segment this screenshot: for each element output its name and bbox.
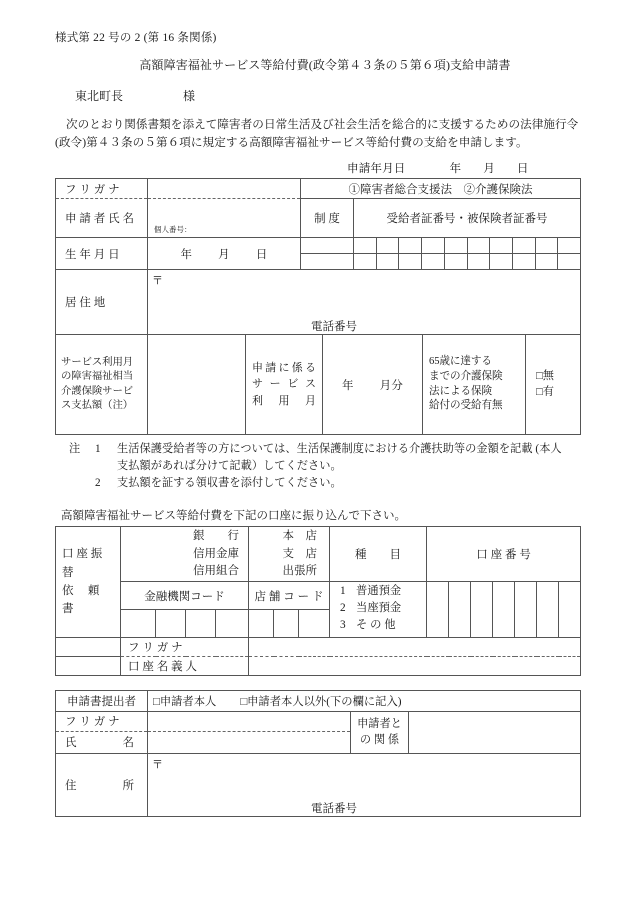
applicant-name-input-cell[interactable] xyxy=(148,199,301,238)
branch-code-box-3[interactable] xyxy=(299,609,330,637)
document-title: 高額障害福祉サービス等給付費(政令第４３条の５第６項)支給申請書 xyxy=(139,58,511,73)
submitter-address-label: 住 所 xyxy=(65,779,134,792)
age65-label-line1: 65歳に達する xyxy=(429,356,492,368)
account-holder-label-cell xyxy=(121,656,249,675)
branch-code-box-2[interactable] xyxy=(274,609,299,637)
relation-label-line2: の 関 係 xyxy=(359,734,400,747)
account-holder-input-cell[interactable] xyxy=(249,656,581,675)
table-row xyxy=(56,582,581,610)
checkbox-self[interactable]: □申請者本人 xyxy=(153,695,217,708)
applicant-name-label-cell xyxy=(56,199,148,238)
note-number: 2 xyxy=(95,476,101,489)
branch-types xyxy=(249,527,329,581)
age65-label-cell xyxy=(423,335,526,435)
application-date-line xyxy=(55,160,585,176)
table-row xyxy=(56,335,581,435)
institution-types xyxy=(121,527,248,581)
service-month-year: 年 xyxy=(341,379,354,392)
submitter-label: 申請書提出者 xyxy=(67,695,136,708)
account-number-cell-2[interactable] xyxy=(449,582,471,637)
account-number-cell-5[interactable] xyxy=(515,582,537,637)
table-row xyxy=(56,238,581,254)
cert-number-box-1[interactable] xyxy=(354,238,376,253)
branch-code-label: 店 舗 コ ー ド xyxy=(254,590,324,603)
note-item xyxy=(69,441,585,458)
application-service-month-label xyxy=(246,358,322,412)
cert-number-grid-row1[interactable] xyxy=(354,238,581,254)
submitter-name-label: 氏 名 xyxy=(65,737,134,750)
applicant-info-table xyxy=(55,178,581,335)
applicant-name-label: 申 請 者 氏 名 xyxy=(65,213,134,226)
table-row xyxy=(56,637,581,656)
account-number-cell-3[interactable] xyxy=(471,582,493,637)
birth-date-hint xyxy=(148,246,300,262)
application-service-month-line2: サ ー ビ ス xyxy=(252,378,316,391)
seido-label: 制 度 xyxy=(314,213,340,226)
application-service-month-label-cell xyxy=(246,335,323,435)
submitter-telephone-label: 電話番号 xyxy=(311,802,358,815)
cert-number-box-10[interactable] xyxy=(557,238,580,253)
submitter-postal-mark: 〒 xyxy=(152,758,163,771)
age65-check-cell[interactable] xyxy=(526,335,581,435)
institution-type-2[interactable]: 信用金庫 xyxy=(193,547,239,560)
law-header-label: ①障害者総合支援法 ②介護保険法 xyxy=(348,183,533,196)
kind-option-1[interactable] xyxy=(340,583,426,600)
kind-option-label: 当座預金 xyxy=(356,602,402,615)
cert-number-box-2[interactable] xyxy=(376,254,399,269)
branch-code-box-1[interactable] xyxy=(249,609,274,637)
residence-label-cell xyxy=(56,270,148,335)
birth-label: 生 年 月 日 xyxy=(65,248,120,261)
submitter-label-cell xyxy=(56,690,148,711)
birth-day-label: 日 xyxy=(255,248,268,261)
birth-label-cell xyxy=(56,238,148,270)
koza-furikae-label xyxy=(56,543,120,621)
cert-number-box-8[interactable] xyxy=(512,238,535,253)
branch-type-3[interactable]: 出張所 xyxy=(282,564,318,577)
cert-number-grid-row2[interactable] xyxy=(354,254,581,270)
birth-input-cell[interactable] xyxy=(148,238,301,270)
account-furigana-label: フ リ ガ ナ xyxy=(128,641,183,654)
seido-label-cell xyxy=(301,199,354,238)
addressee xyxy=(55,87,585,104)
table-row xyxy=(56,753,581,816)
note-number: 1 xyxy=(95,443,101,456)
submitter-table xyxy=(55,690,581,817)
seido-input-cell-row2[interactable] xyxy=(301,254,354,270)
bank-transfer-lead: 高額障害福祉サービス等給付費を下記の口座に振り込んで下さい。 xyxy=(61,510,406,523)
cert-number-box-3[interactable] xyxy=(398,254,421,269)
table-row xyxy=(56,199,581,238)
submitter-address-input-cell[interactable] xyxy=(148,753,581,816)
application-date-year: 年 xyxy=(449,162,462,176)
form-code: 様式第 22 号の 2 (第 16 条関係) xyxy=(55,32,217,44)
kind-option-3[interactable] xyxy=(340,617,426,634)
cert-number-box-4[interactable] xyxy=(421,254,444,269)
kind-option-label: 普通預金 xyxy=(356,585,402,598)
kind-option-number: 1 xyxy=(340,585,346,598)
cert-number-box-7[interactable] xyxy=(489,238,512,253)
cert-number-label-cell xyxy=(354,199,581,238)
table-row xyxy=(56,656,581,675)
seido-input-cell-row1[interactable] xyxy=(301,238,354,254)
table-row xyxy=(56,711,581,731)
law-header-cell xyxy=(301,179,581,199)
bank-spacer-cell xyxy=(56,637,121,656)
branch-type-1[interactable]: 本 店 xyxy=(282,530,318,543)
application-date-label: 申請年月日 xyxy=(347,162,406,176)
bank-transfer-table xyxy=(55,526,581,675)
institution-code-label-cell xyxy=(121,582,249,610)
cert-number-box-10[interactable] xyxy=(557,254,580,269)
kind-header-cell xyxy=(330,527,427,582)
submitter-address-label-cell xyxy=(56,753,148,816)
intro-paragraph: 次のとおり関係書類を添えて障害者の日常生活及び社会生活を総合的に支援するための法律施行令(政令)第４３条の５第６項に規定する高額障害福祉サービス等給付費の支給を申請します。 xyxy=(55,118,579,150)
cert-number-box-5[interactable] xyxy=(444,238,467,253)
application-service-month-line3: 利 用 月 xyxy=(252,394,316,407)
institution-code-box-3[interactable] xyxy=(186,609,216,637)
submitter-name-label-cell xyxy=(56,731,148,753)
cert-number-box-1[interactable] xyxy=(354,254,376,269)
service-payment-input-cell[interactable] xyxy=(148,335,246,435)
furigana-label-cell xyxy=(56,179,148,199)
cert-number-box-8[interactable] xyxy=(512,254,535,269)
age65-label-line2: までの介護保険 xyxy=(429,370,503,382)
account-number-cell-6[interactable] xyxy=(537,582,559,637)
note-item xyxy=(69,475,585,492)
table-row xyxy=(56,527,581,582)
account-number-label: 口 座 番 号 xyxy=(476,549,531,562)
age65-label xyxy=(423,353,525,415)
cert-number-box-6[interactable] xyxy=(467,254,490,269)
checkbox-none[interactable]: □無 xyxy=(536,369,554,382)
kind-options-list xyxy=(330,582,426,636)
koza-furikae-label-cell xyxy=(56,527,121,637)
account-number-cell-1[interactable] xyxy=(427,582,449,637)
service-payment-label xyxy=(56,354,147,414)
submitter-furigana-label-cell xyxy=(56,711,148,731)
submitter-furigana-input-cell[interactable] xyxy=(148,711,351,731)
telephone-label: 電話番号 xyxy=(311,321,357,334)
account-furigana-label-cell xyxy=(121,637,249,656)
institution-type-1[interactable]: 銀 行 xyxy=(193,530,239,543)
relation-input-cell[interactable] xyxy=(409,711,581,753)
account-number-cell-7[interactable] xyxy=(559,582,581,637)
kojin-bangou-label: 個人番号： xyxy=(154,225,192,235)
account-number-header-cell xyxy=(427,527,581,582)
service-month-input-cell[interactable] xyxy=(323,335,423,435)
furigana-label: フ リ ガ ナ xyxy=(65,183,120,196)
residence-label: 居 住 地 xyxy=(65,297,106,310)
submitter-name-input-cell[interactable] xyxy=(148,731,351,753)
institution-code-box-2[interactable] xyxy=(156,609,186,637)
residence-input-cell[interactable] xyxy=(148,270,581,335)
cert-number-box-9[interactable] xyxy=(535,254,558,269)
institution-code-box-4[interactable] xyxy=(216,609,249,637)
cert-number-box-5[interactable] xyxy=(444,254,467,269)
furigana-input-cell[interactable] xyxy=(148,179,301,199)
cert-number-box-3[interactable] xyxy=(398,238,421,253)
service-payment-label-line2: の障害福祉相当 xyxy=(61,371,134,383)
service-month-hint xyxy=(323,377,422,393)
service-payment-label-line4: ス支払額（注） xyxy=(61,399,134,411)
service-payment-table xyxy=(55,334,581,435)
koza-furikae-line2: 依 頼 書 xyxy=(62,585,114,616)
kind-options-cell[interactable] xyxy=(330,582,427,637)
service-month-suffix: 月分 xyxy=(379,379,404,392)
institution-code-label: 金融機関コード xyxy=(144,590,225,603)
submitter-check-cell[interactable] xyxy=(148,690,581,711)
institution-name-cell[interactable] xyxy=(121,527,249,582)
relation-label-cell xyxy=(351,711,409,753)
cert-number-box-2[interactable] xyxy=(376,238,399,253)
account-number-cell-4[interactable] xyxy=(493,582,515,637)
service-payment-label-line1: サービス利用月 xyxy=(61,357,134,369)
application-date-day: 日 xyxy=(516,162,529,176)
birth-year-label: 年 xyxy=(180,248,193,261)
kind-option-number: 3 xyxy=(340,619,346,632)
table-row xyxy=(56,179,581,199)
branch-name-cell[interactable] xyxy=(249,527,330,582)
note-text-continued: 支払額があれば分けて記載）してください。 xyxy=(117,459,342,472)
age65-label-line4: 給付の受給有無 xyxy=(429,400,503,412)
service-payment-label-line3: 介護保険サービ xyxy=(61,385,134,397)
institution-type-3[interactable]: 信用組合 xyxy=(193,564,239,577)
application-date-month: 月 xyxy=(483,162,495,176)
checkbox-other[interactable]: □申請者本人以外(下の欄に記入) xyxy=(240,695,402,708)
table-row xyxy=(56,690,581,711)
koza-furikae-line1: 口 座 振 替 xyxy=(62,548,103,579)
submitter-furigana-label: フ リ ガ ナ xyxy=(65,716,120,729)
addressee-honorific: 様 xyxy=(183,89,196,104)
branch-code-label-cell xyxy=(249,582,330,610)
note-text: 支払額を証する領収書を添付してください。 xyxy=(117,476,342,489)
application-service-month-line1: 申 請 に 係 る xyxy=(252,361,316,374)
service-payment-label-cell xyxy=(56,335,148,435)
kind-option-label: そ の 他 xyxy=(356,619,396,632)
account-furigana-input-cell[interactable] xyxy=(249,637,581,656)
birth-month-label: 月 xyxy=(218,248,230,261)
cert-number-label: 受給者証番号・被保険者証番号 xyxy=(386,213,548,226)
cert-number-box-9[interactable] xyxy=(535,238,558,253)
cert-number-box-7[interactable] xyxy=(489,254,512,269)
relation-label-line1: 申請者と xyxy=(357,717,402,730)
kind-option-number: 2 xyxy=(340,602,346,615)
bank-spacer-cell-2 xyxy=(56,656,121,675)
note-text: 生活保護受給者等の方については、生活保護制度における介護扶助等の金額を記載 (本人 xyxy=(117,443,562,456)
branch-type-2[interactable]: 支 店 xyxy=(282,547,318,560)
kind-option-2[interactable] xyxy=(340,600,426,617)
addressee-name: 東北町長 xyxy=(75,89,124,104)
notes-label: 注 xyxy=(69,443,81,456)
table-row xyxy=(56,270,581,335)
institution-code-box-1[interactable] xyxy=(121,609,156,637)
notes-block xyxy=(55,441,585,491)
postal-mark: 〒 xyxy=(152,275,163,288)
kind-header-label: 種 目 xyxy=(355,549,402,562)
account-holder-label: 口 座 名 義 人 xyxy=(128,660,197,673)
cert-number-box-4[interactable] xyxy=(421,238,444,253)
cert-number-box-6[interactable] xyxy=(467,238,490,253)
age65-label-line3: 法による保険 xyxy=(429,385,492,397)
checkbox-yes[interactable]: □有 xyxy=(536,385,554,398)
